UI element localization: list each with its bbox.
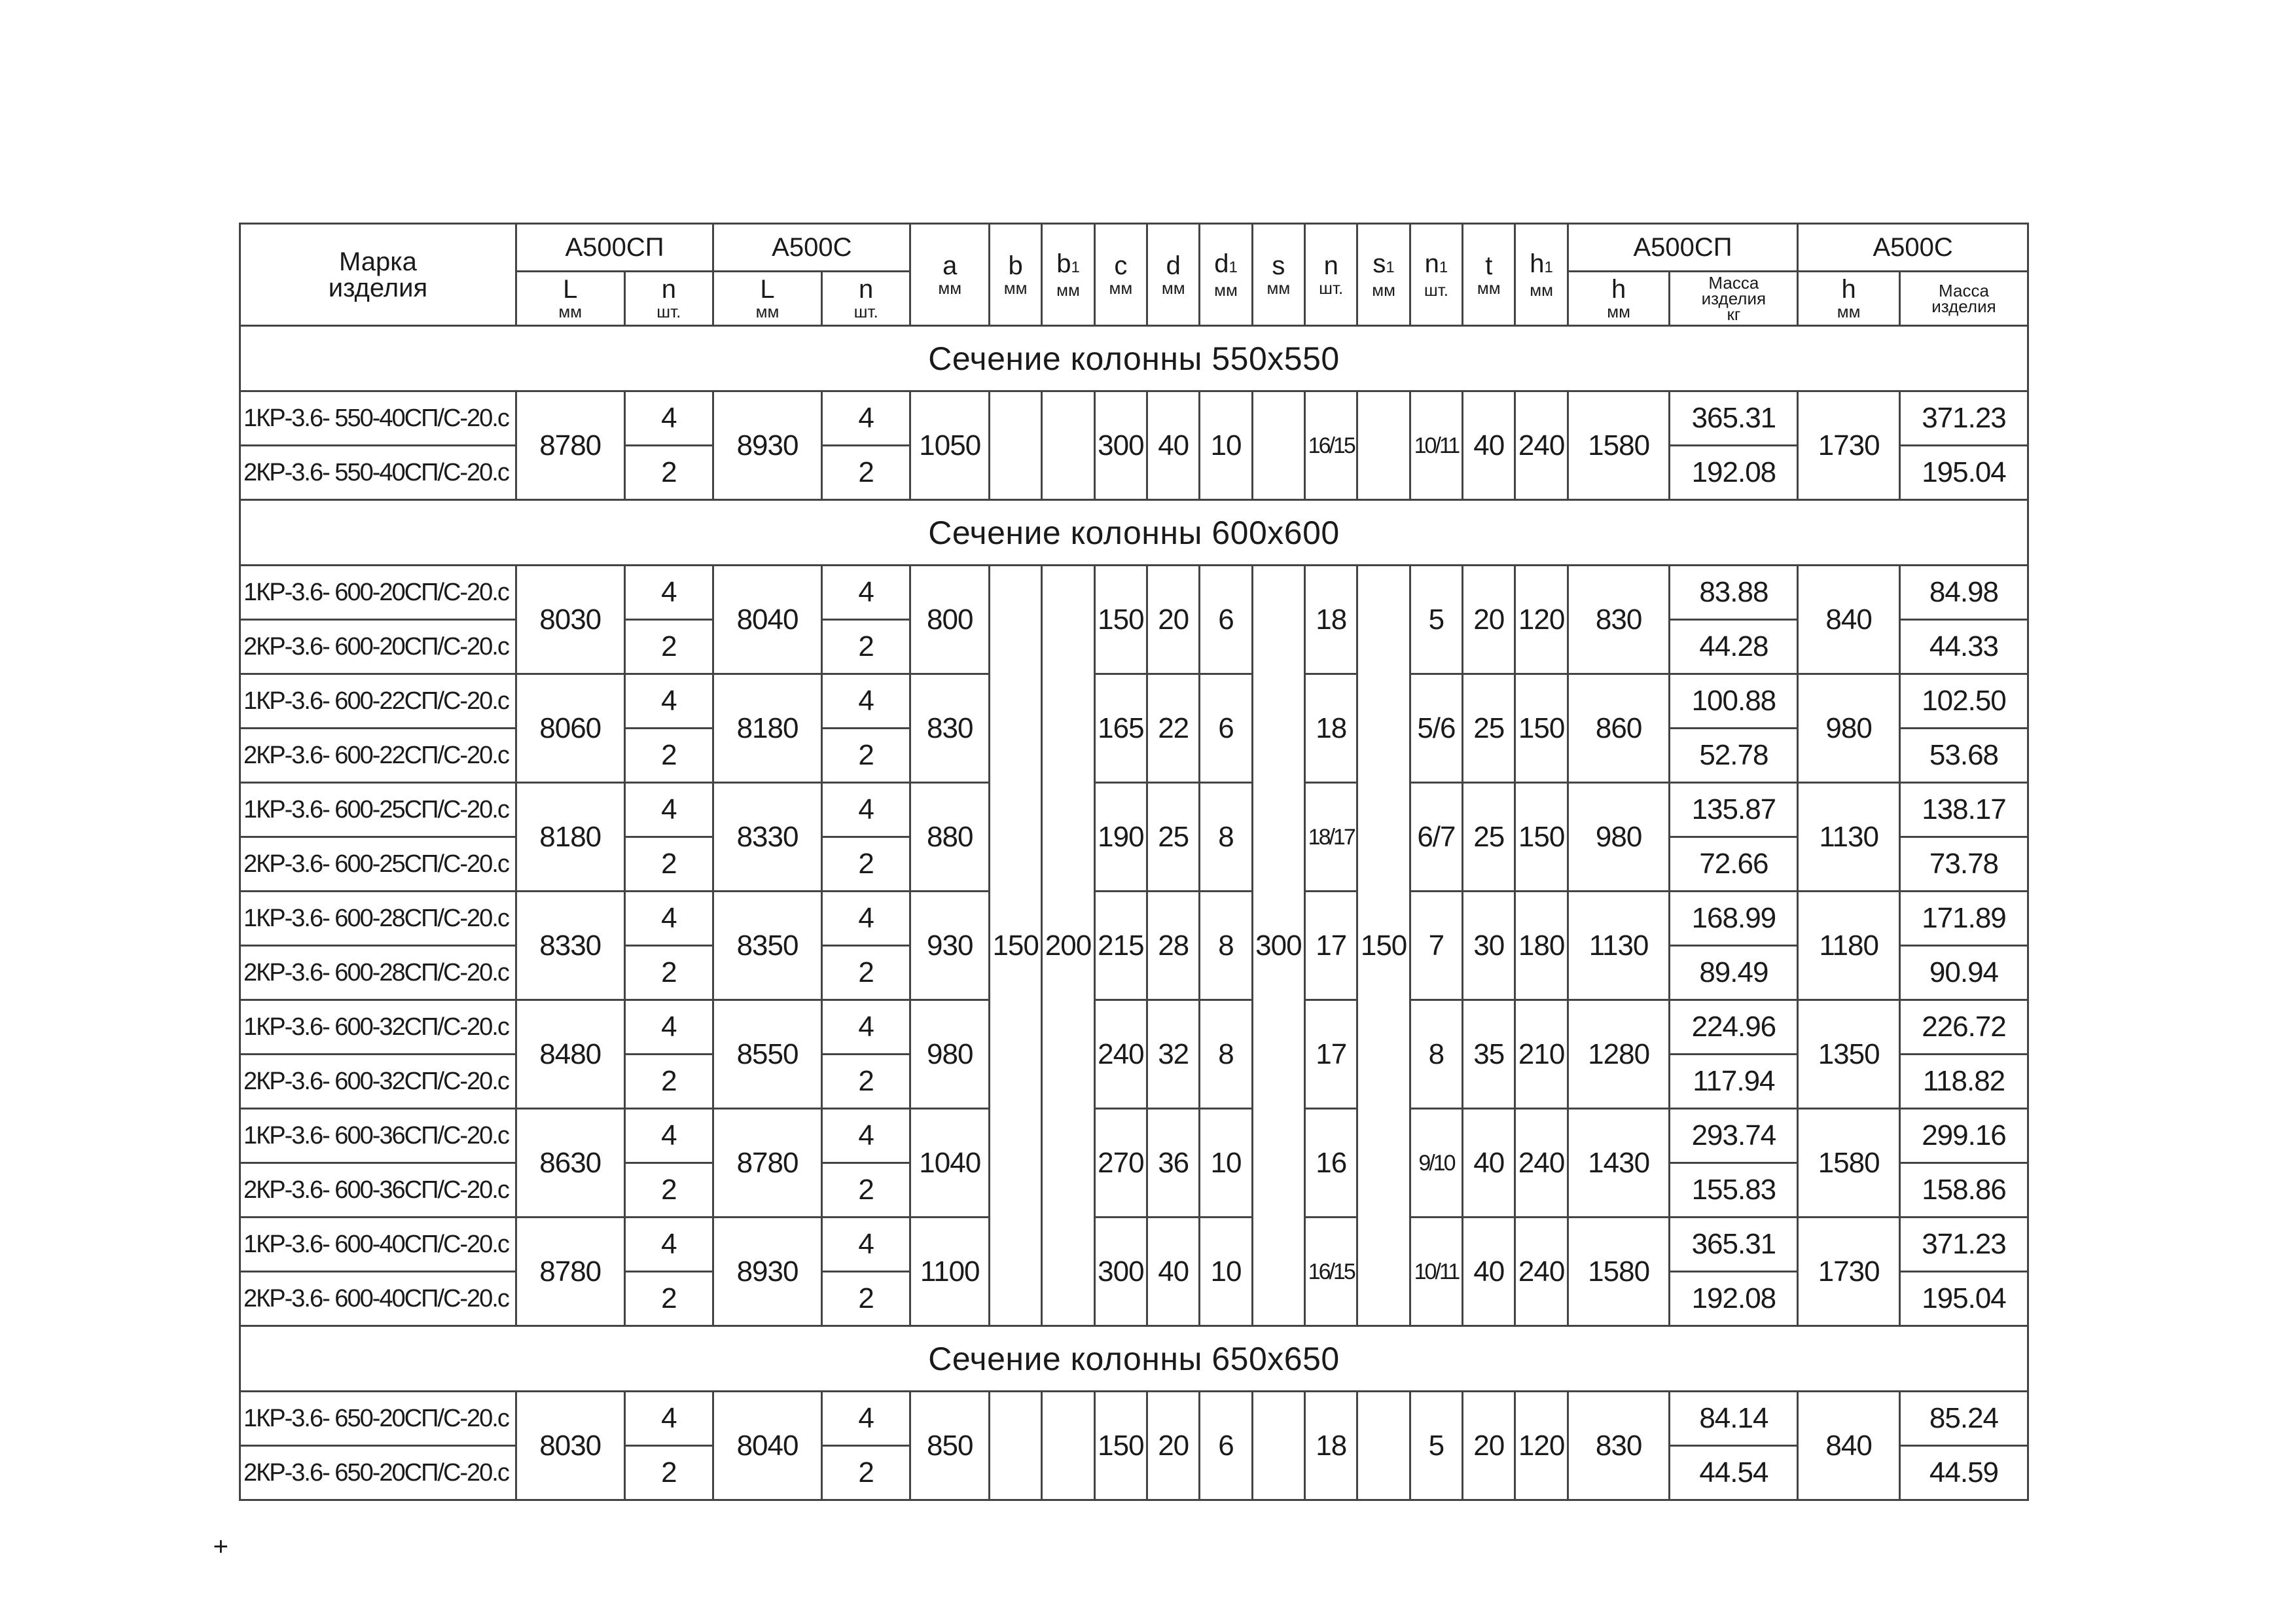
cell-mass-s: 90.94 [1899, 946, 2028, 1000]
cell-n-sp: 2 [624, 946, 713, 1000]
cell-c: 150 [1094, 1392, 1147, 1500]
cell-b1: 200 [1042, 566, 1094, 1326]
cell-d: 40 [1147, 1218, 1200, 1326]
cell-t: 20 [1463, 1392, 1515, 1500]
cell-n1: 10/11 [1410, 1218, 1462, 1326]
cell-h-s: 1580 [1798, 1109, 1900, 1218]
cell-n-sp: 2 [624, 1272, 713, 1326]
cell-t: 40 [1463, 1218, 1515, 1326]
cell-n: 16/15 [1305, 391, 1357, 500]
cell-L-s: 8330 [713, 783, 822, 892]
cell-d: 32 [1147, 1000, 1200, 1109]
section-row [240, 326, 2028, 391]
cell-a: 800 [910, 566, 990, 674]
cell-mass-s: 195.04 [1899, 1272, 2028, 1326]
header-n1: n1 шт. [1410, 224, 1462, 326]
cell-d: 22 [1147, 674, 1200, 783]
cell-n-s: 4 [821, 391, 910, 446]
cell-L-s: 8930 [713, 391, 822, 500]
header-h-s: h мм [1798, 272, 1900, 326]
cell-b1 [1042, 1392, 1094, 1500]
cell-L-s: 8930 [713, 1218, 822, 1326]
cell-h-sp: 980 [1568, 783, 1670, 892]
cell-s1 [1357, 1392, 1410, 1500]
cell-mass-s: 299.16 [1899, 1109, 2028, 1163]
cell-a: 1040 [910, 1109, 990, 1218]
cell-h1: 240 [1515, 1109, 1568, 1218]
cell-c: 215 [1094, 892, 1147, 1000]
table-row [240, 566, 2028, 620]
cell-mass-sp: 117.94 [1670, 1055, 1798, 1109]
cell-n-sp: 4 [624, 1109, 713, 1163]
cell-mass-sp: 224.96 [1670, 1000, 1798, 1055]
cell-d1: 10 [1200, 1109, 1252, 1218]
header-mark: Марка изделия [240, 224, 516, 326]
cell-h-sp: 860 [1568, 674, 1670, 783]
cell-mass-s: 158.86 [1899, 1163, 2028, 1218]
cell-L-s: 8180 [713, 674, 822, 783]
cell-mass-sp: 100.88 [1670, 674, 1798, 729]
cell-n: 18/17 [1305, 783, 1357, 892]
cell-n-sp: 2 [624, 1055, 713, 1109]
cell-n: 18 [1305, 674, 1357, 783]
header-mass-sp: Масса изделия кг [1670, 272, 1798, 326]
table-row [240, 1218, 2028, 1272]
cell-c: 300 [1094, 1218, 1147, 1326]
cell-c: 190 [1094, 783, 1147, 892]
header-group-a500s-2: А500С [1798, 224, 2028, 272]
cell-mark: 2КР-3.6- 600-36СП/С-20.с [240, 1163, 516, 1218]
cell-L-s: 8040 [713, 566, 822, 674]
cell-d: 20 [1147, 566, 1200, 674]
cell-mass-s: 226.72 [1899, 1000, 2028, 1055]
corner-mark: + [206, 1538, 236, 1555]
cell-mass-sp: 293.74 [1670, 1109, 1798, 1163]
cell-h1: 180 [1515, 892, 1568, 1000]
cell-h-s: 1130 [1798, 783, 1900, 892]
cell-L-sp: 8030 [516, 566, 624, 674]
cell-mark: 2КР-3.6- 600-32СП/С-20.с [240, 1055, 516, 1109]
header-group-a500s: А500С [713, 224, 910, 272]
cell-t: 35 [1463, 1000, 1515, 1109]
cell-n: 17 [1305, 1000, 1357, 1109]
table-row [240, 783, 2028, 837]
cell-mass-s: 195.04 [1899, 446, 2028, 500]
cell-L-sp: 8180 [516, 783, 624, 892]
cell-n-sp: 4 [624, 1218, 713, 1272]
cell-b1 [1042, 391, 1094, 500]
cell-h-sp: 1580 [1568, 1218, 1670, 1326]
cell-h1: 150 [1515, 674, 1568, 783]
cell-s: 300 [1252, 566, 1304, 1326]
cell-n-sp: 4 [624, 566, 713, 620]
cell-mass-sp: 365.31 [1670, 391, 1798, 446]
table-row [240, 892, 2028, 946]
cell-n-sp: 2 [624, 446, 713, 500]
cell-n: 16/15 [1305, 1218, 1357, 1326]
cell-d: 25 [1147, 783, 1200, 892]
cell-mass-sp: 365.31 [1670, 1218, 1798, 1272]
cell-s [1252, 1392, 1304, 1500]
cell-mass-s: 371.23 [1899, 1218, 2028, 1272]
header-row-top [240, 224, 2028, 272]
cell-h-sp: 830 [1568, 566, 1670, 674]
reinforcement-spec-table [239, 223, 2029, 1501]
cell-t: 40 [1463, 1109, 1515, 1218]
cell-n-s: 2 [821, 1272, 910, 1326]
cell-mark: 1КР-3.6- 600-20СП/С-20.с [240, 566, 516, 620]
cell-n-s: 4 [821, 566, 910, 620]
cell-a: 850 [910, 1392, 990, 1500]
cell-mark: 1КР-3.6- 550-40СП/С-20.с [240, 391, 516, 446]
cell-mass-sp: 155.83 [1670, 1163, 1798, 1218]
cell-d1: 6 [1200, 674, 1252, 783]
cell-n1: 5 [1410, 566, 1462, 674]
cell-h-s: 980 [1798, 674, 1900, 783]
header-L-s: L мм [713, 272, 822, 326]
table-row [240, 674, 2028, 729]
cell-a: 980 [910, 1000, 990, 1109]
header-b: b мм [989, 224, 1041, 326]
cell-n1: 6/7 [1410, 783, 1462, 892]
header-group-a500sp-2: А500СП [1568, 224, 1798, 272]
cell-mark: 1КР-3.6- 650-20СП/С-20.с [240, 1392, 516, 1446]
cell-L-s: 8350 [713, 892, 822, 1000]
cell-mass-sp: 44.54 [1670, 1446, 1798, 1500]
header-a: a мм [910, 224, 990, 326]
cell-n1: 8 [1410, 1000, 1462, 1109]
cell-mass-s: 102.50 [1899, 674, 2028, 729]
cell-mark: 2КР-3.6- 600-25СП/С-20.с [240, 837, 516, 892]
cell-h1: 120 [1515, 1392, 1568, 1500]
header-s1: s1 мм [1357, 224, 1410, 326]
cell-d: 20 [1147, 1392, 1200, 1500]
cell-c: 150 [1094, 566, 1147, 674]
cell-mass-s: 85.24 [1899, 1392, 2028, 1446]
cell-b: 150 [989, 566, 1041, 1326]
header-h1: h1 мм [1515, 224, 1568, 326]
section-row [240, 1326, 2028, 1392]
cell-t: 40 [1463, 391, 1515, 500]
cell-h-sp: 1580 [1568, 391, 1670, 500]
cell-mass-s: 84.98 [1899, 566, 2028, 620]
cell-n1: 5/6 [1410, 674, 1462, 783]
cell-mass-sp: 52.78 [1670, 729, 1798, 783]
cell-a: 1050 [910, 391, 990, 500]
cell-L-sp: 8030 [516, 1392, 624, 1500]
cell-h-sp: 1280 [1568, 1000, 1670, 1109]
cell-L-sp: 8060 [516, 674, 624, 783]
cell-mark: 1КР-3.6- 600-28СП/С-20.с [240, 892, 516, 946]
cell-L-s: 8550 [713, 1000, 822, 1109]
cell-mass-sp: 44.28 [1670, 620, 1798, 674]
cell-n-s: 4 [821, 783, 910, 837]
cell-n-s: 2 [821, 446, 910, 500]
cell-t: 25 [1463, 674, 1515, 783]
cell-mark: 1КР-3.6- 600-25СП/С-20.с [240, 783, 516, 837]
cell-n1: 5 [1410, 1392, 1462, 1500]
cell-L-sp: 8630 [516, 1109, 624, 1218]
header-n: n шт. [1305, 224, 1357, 326]
header-b1: b1 мм [1042, 224, 1094, 326]
cell-L-sp: 8480 [516, 1000, 624, 1109]
cell-n-s: 2 [821, 1163, 910, 1218]
header-n-sp: n шт. [624, 272, 713, 326]
header-c: c мм [1094, 224, 1147, 326]
cell-mark: 1КР-3.6- 600-32СП/С-20.с [240, 1000, 516, 1055]
cell-a: 880 [910, 783, 990, 892]
cell-h1: 150 [1515, 783, 1568, 892]
cell-mass-sp: 72.66 [1670, 837, 1798, 892]
cell-h-s: 1180 [1798, 892, 1900, 1000]
cell-mass-s: 44.33 [1899, 620, 2028, 674]
table-row [240, 1392, 2028, 1446]
cell-h1: 210 [1515, 1000, 1568, 1109]
cell-n-s: 2 [821, 837, 910, 892]
cell-h1: 120 [1515, 566, 1568, 674]
section-title: Сечение колонны 600х600 [240, 500, 2028, 566]
cell-n-sp: 4 [624, 391, 713, 446]
cell-mass-sp: 83.88 [1670, 566, 1798, 620]
cell-a: 1100 [910, 1218, 990, 1326]
header-L-sp: L мм [516, 272, 624, 326]
cell-n-s: 4 [821, 1109, 910, 1163]
cell-n-sp: 4 [624, 674, 713, 729]
cell-n-sp: 2 [624, 620, 713, 674]
cell-mass-s: 171.89 [1899, 892, 2028, 946]
cell-d1: 8 [1200, 1000, 1252, 1109]
cell-n-sp: 4 [624, 783, 713, 837]
cell-n-sp: 4 [624, 892, 713, 946]
cell-h-s: 1730 [1798, 1218, 1900, 1326]
cell-n-sp: 2 [624, 729, 713, 783]
cell-t: 25 [1463, 783, 1515, 892]
cell-d: 40 [1147, 391, 1200, 500]
cell-d1: 8 [1200, 892, 1252, 1000]
cell-mark: 2КР-3.6- 600-20СП/С-20.с [240, 620, 516, 674]
cell-mark: 2КР-3.6- 550-40СП/С-20.с [240, 446, 516, 500]
cell-n: 17 [1305, 892, 1357, 1000]
cell-mass-sp: 84.14 [1670, 1392, 1798, 1446]
cell-n-sp: 2 [624, 837, 713, 892]
cell-mass-s: 44.59 [1899, 1446, 2028, 1500]
cell-mass-sp: 192.08 [1670, 1272, 1798, 1326]
cell-mark: 1КР-3.6- 600-36СП/С-20.с [240, 1109, 516, 1163]
cell-t: 30 [1463, 892, 1515, 1000]
header-d: d мм [1147, 224, 1200, 326]
cell-mass-s: 53.68 [1899, 729, 2028, 783]
cell-d1: 10 [1200, 391, 1252, 500]
cell-mark: 2КР-3.6- 600-40СП/С-20.с [240, 1272, 516, 1326]
cell-a: 830 [910, 674, 990, 783]
cell-n-sp: 4 [624, 1392, 713, 1446]
table-row [240, 1109, 2028, 1163]
header-mass-s: Масса изделия [1899, 272, 2028, 326]
section-title: Сечение колонны 650х650 [240, 1326, 2028, 1392]
cell-s [1252, 391, 1304, 500]
cell-mass-s: 73.78 [1899, 837, 2028, 892]
header-group-a500sp: А500СП [516, 224, 713, 272]
cell-d: 36 [1147, 1109, 1200, 1218]
cell-n-sp: 4 [624, 1000, 713, 1055]
cell-d1: 6 [1200, 1392, 1252, 1500]
cell-b [989, 391, 1041, 500]
cell-h-sp: 1430 [1568, 1109, 1670, 1218]
cell-h-s: 1730 [1798, 391, 1900, 500]
cell-n: 16 [1305, 1109, 1357, 1218]
cell-h-sp: 830 [1568, 1392, 1670, 1500]
cell-t: 20 [1463, 566, 1515, 674]
cell-n-sp: 2 [624, 1163, 713, 1218]
cell-n-s: 4 [821, 1392, 910, 1446]
cell-mark: 2КР-3.6- 650-20СП/С-20.с [240, 1446, 516, 1500]
cell-a: 930 [910, 892, 990, 1000]
cell-L-sp: 8780 [516, 1218, 624, 1326]
cell-c: 300 [1094, 391, 1147, 500]
cell-n-s: 2 [821, 729, 910, 783]
cell-n-s: 4 [821, 892, 910, 946]
cell-n-s: 2 [821, 620, 910, 674]
header-h-sp: h мм [1568, 272, 1670, 326]
header-d1: d1 мм [1200, 224, 1252, 326]
cell-n: 18 [1305, 566, 1357, 674]
cell-d: 28 [1147, 892, 1200, 1000]
cell-n-sp: 2 [624, 1446, 713, 1500]
cell-d1: 10 [1200, 1218, 1252, 1326]
header-n-s: n шт. [821, 272, 910, 326]
section-row [240, 500, 2028, 566]
cell-L-s: 8040 [713, 1392, 822, 1500]
header-s: s мм [1252, 224, 1304, 326]
cell-L-sp: 8330 [516, 892, 624, 1000]
cell-mass-sp: 89.49 [1670, 946, 1798, 1000]
cell-d1: 6 [1200, 566, 1252, 674]
cell-mark: 1КР-3.6- 600-22СП/С-20.с [240, 674, 516, 729]
cell-mass-sp: 192.08 [1670, 446, 1798, 500]
cell-h-sp: 1130 [1568, 892, 1670, 1000]
section-title: Сечение колонны 550х550 [240, 326, 2028, 391]
cell-n: 18 [1305, 1392, 1357, 1500]
cell-n1: 9/10 [1410, 1109, 1462, 1218]
table-row [240, 391, 2028, 446]
cell-n-s: 2 [821, 1446, 910, 1500]
cell-c: 165 [1094, 674, 1147, 783]
cell-L-sp: 8780 [516, 391, 624, 500]
cell-mass-sp: 135.87 [1670, 783, 1798, 837]
cell-n-s: 2 [821, 946, 910, 1000]
cell-s1 [1357, 391, 1410, 500]
cell-c: 270 [1094, 1109, 1147, 1218]
cell-n-s: 4 [821, 674, 910, 729]
cell-c: 240 [1094, 1000, 1147, 1109]
cell-n-s: 4 [821, 1000, 910, 1055]
cell-mark: 2КР-3.6- 600-28СП/С-20.с [240, 946, 516, 1000]
cell-mark: 2КР-3.6- 600-22СП/С-20.с [240, 729, 516, 783]
cell-L-s: 8780 [713, 1109, 822, 1218]
cell-mass-s: 371.23 [1899, 391, 2028, 446]
cell-d1: 8 [1200, 783, 1252, 892]
cell-n1: 10/11 [1410, 391, 1462, 500]
cell-h-s: 1350 [1798, 1000, 1900, 1109]
table-row [240, 1000, 2028, 1055]
cell-h1: 240 [1515, 391, 1568, 500]
cell-n-s: 4 [821, 1218, 910, 1272]
cell-mass-s: 118.82 [1899, 1055, 2028, 1109]
cell-mass-s: 138.17 [1899, 783, 2028, 837]
cell-s1: 150 [1357, 566, 1410, 1326]
cell-h1: 240 [1515, 1218, 1568, 1326]
cell-b [989, 1392, 1041, 1500]
cell-mass-sp: 168.99 [1670, 892, 1798, 946]
header-t: t мм [1463, 224, 1515, 326]
cell-n-s: 2 [821, 1055, 910, 1109]
cell-mark: 1КР-3.6- 600-40СП/С-20.с [240, 1218, 516, 1272]
cell-h-s: 840 [1798, 566, 1900, 674]
cell-n1: 7 [1410, 892, 1462, 1000]
cell-h-s: 840 [1798, 1392, 1900, 1500]
